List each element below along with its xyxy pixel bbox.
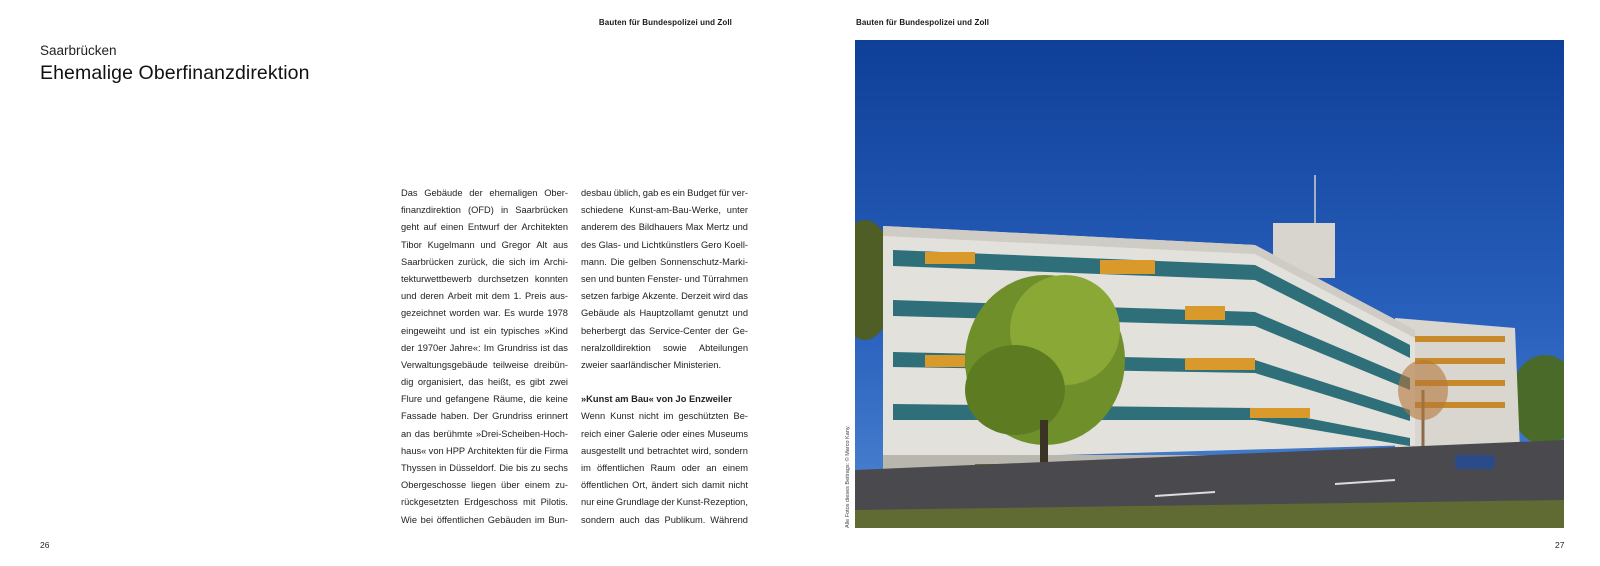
text-line: ausgestellt und betrachtet wird, sondern: [581, 445, 748, 456]
text-line: mann. Die gelben Sonnenschutz-Marki-: [581, 256, 748, 267]
text-line: Fassade haben. Der Grundriss erinnert: [401, 411, 568, 422]
text-line: beherbergt das Service-Center der Ge-: [581, 325, 748, 336]
text-line: rückgesetzten Erdgeschoss mit Pilotis.: [401, 497, 568, 508]
text-column-1: [401, 185, 568, 529]
section-subheading: »Kunst am Bau« von Jo Enzweiler: [581, 394, 732, 405]
text-line: haus« von HPP Architekten für die Firma: [401, 445, 568, 456]
text-line: Wenn Kunst nicht im geschützten Be-: [581, 411, 748, 422]
paragraph-gap: [581, 374, 748, 391]
text-line: gezeichnet worden war. Es wurde 1978: [401, 308, 568, 319]
text-line: der 1970er Jahre«: Im Grundriss ist das: [401, 342, 568, 353]
article-title: Ehemalige Oberfinanzdirektion: [40, 62, 310, 84]
text-line: neralzolldirektion sowie Abteilungen: [581, 342, 748, 353]
text-line: tekturwettbewerb durchsetzen konnten: [401, 273, 568, 284]
page-number-right: 27: [1555, 540, 1565, 550]
text-column-2: [581, 185, 748, 529]
text-line: Tibor Kugelmann und Gregor Alt aus: [401, 239, 568, 250]
text-line: des Glas- und Lichtkünstlers Gero Koell-: [581, 239, 748, 250]
article-kicker: Saarbrücken: [40, 43, 117, 58]
text-line: finanzdirektion (OFD) in Saarbrücken: [401, 205, 568, 216]
text-line: öffentlichen Ort, ändert sich damit nicht: [581, 480, 748, 491]
building-photo-illustration: [855, 40, 1564, 528]
text-line: und deren Arbeit mit dem 1. Preis aus-: [401, 291, 568, 302]
text-line: im öffentlichen Raum oder an einem: [581, 463, 748, 473]
text-line: schiedene Kunst-am-Bau-Werke, unter: [581, 205, 748, 216]
text-line: reich einer Galerie oder eines Museums: [581, 428, 748, 439]
text-line: anderem des Bildhauers Max Mertz und: [581, 222, 748, 233]
text-line: sondern auch das Publikum. Während: [581, 514, 748, 525]
running-header-left: Bauten für Bundespolizei und Zoll: [598, 18, 732, 27]
text-line: Das Gebäude der ehemaligen Ober-: [401, 188, 568, 198]
text-line: nur eine Grundlage der Kunst-Rezeption,: [581, 497, 748, 508]
text-line: Verwaltungsgebäude teilweise dreibün-: [401, 359, 568, 370]
text-line: eingeweiht und ist ein typisches »Kind: [401, 325, 568, 336]
text-line: Saarbrücken zurück, die sich im Archi-: [401, 256, 568, 267]
text-line: Gebäude als Hauptzollamt genutzt und: [581, 308, 748, 319]
text-line: geht auf einen Entwurf der Architekten: [401, 222, 568, 233]
text-line: sen und bunten Fenster- und Türrahmen: [581, 273, 748, 284]
text-line: Obergeschosse liegen über einem zu-: [401, 480, 568, 491]
text-line: setzen farbige Akzente. Derzeit wird das: [581, 291, 748, 302]
text-line: Thyssen in Düsseldorf. Die bis zu sechs: [401, 463, 568, 473]
page-number-left: 26: [40, 540, 50, 550]
text-line: Flure und gefangene Räume, die keine: [401, 394, 568, 405]
building-photo: [855, 40, 1564, 528]
running-header-right: Bauten für Bundespolizei und Zoll: [856, 18, 990, 27]
text-line: desbau üblich, gab es ein Budget für ver-: [581, 188, 748, 198]
text-line: an das berühmte »Drei-Scheiben-Hoch-: [401, 428, 568, 439]
text-line: Wie bei öffentlichen Gebäuden im Bun-: [401, 514, 568, 525]
photo-credit: Alle Fotos dieses Beitrags: © Marco Kany: [845, 426, 851, 528]
text-line: zweier saarländischer Ministerien.: [581, 359, 722, 370]
text-line: dig organisiert, das heißt, es gibt zwei: [401, 377, 568, 388]
